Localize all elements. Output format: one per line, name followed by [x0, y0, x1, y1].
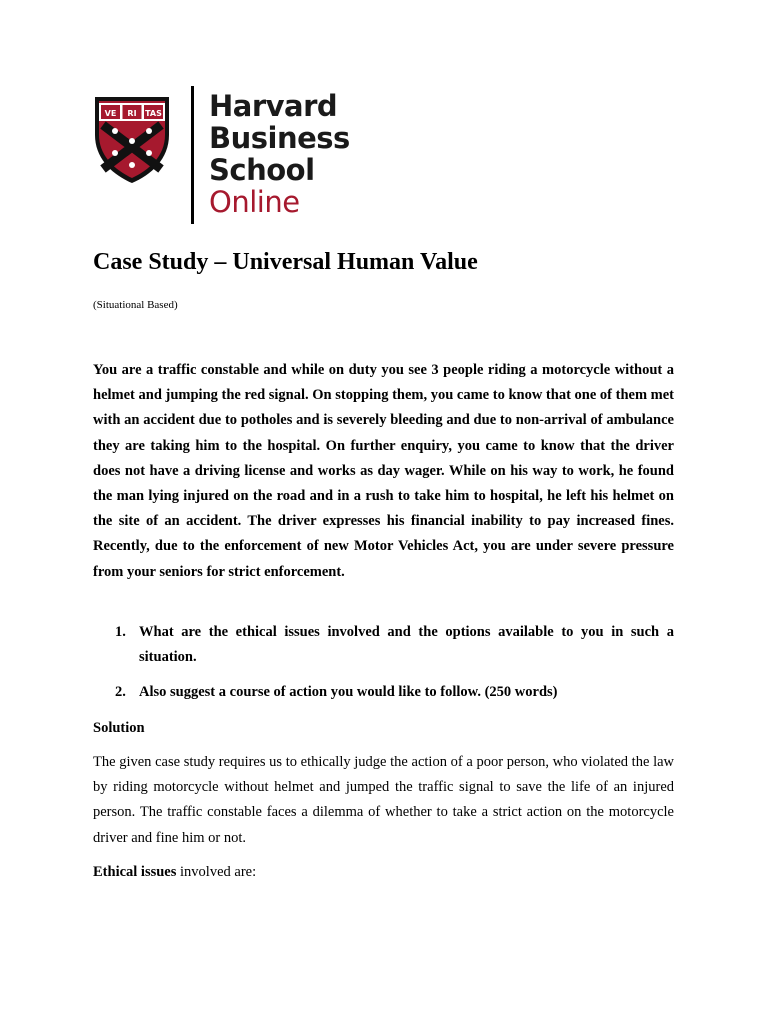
- ethical-issues-label: Ethical issues: [93, 864, 177, 880]
- solution-paragraph: The given case study requires us to ethically judge the action of a poor person, who violated the law by riding motorcycle without helmet and jumped the traffic signal to save the life of an injured person. The traffic constable faces a dilemma of whether to take a strict action on the motorcycle driver and fine him or not.: [93, 754, 674, 846]
- question-item: [93, 620, 674, 670]
- logo-line-school: School: [209, 153, 315, 187]
- question-text: What are the ethical issues involved and the options available to you in such a situation.: [139, 624, 674, 666]
- ethical-issues-line: [93, 860, 256, 885]
- solution-heading: Solution: [93, 720, 145, 736]
- logo-line-business: Business: [209, 121, 350, 155]
- shield-motto-ve: VE: [104, 109, 117, 118]
- question-text: Also suggest a course of action you would like to follow. (250 words): [139, 684, 558, 701]
- question-list: [93, 620, 674, 706]
- shield-motto-ri: RI: [127, 109, 137, 118]
- logo-line-online: Online: [209, 185, 300, 219]
- logo-divider: [191, 86, 194, 224]
- ethical-issues-rest: involved are:: [176, 864, 257, 880]
- question-item: [93, 680, 674, 705]
- question-number: 1.: [115, 624, 126, 640]
- logo-wordmark: [209, 90, 350, 218]
- question-number: 2.: [115, 684, 126, 701]
- document-title: Case Study – Universal Human Value: [93, 249, 478, 275]
- document-subtitle: (Situational Based): [93, 299, 178, 311]
- shield-motto-tas: TAS: [145, 109, 162, 118]
- harvard-shield-icon: [93, 95, 171, 185]
- case-paragraph: You are a traffic constable and while on duty you see 3 people riding a motorcycle without a helmet and jumping the red signal. On stopping them, you came to know that one of them met with an accident due to potholes and is severely bleeding and due to non-arrival of ambulance they are taking him to the hospital. On further enquiry, you came to know that the driver does not have a driving license and works as day wager. While on his way to work, he found the man lying injured on the road and in a rush to take him to hospital, he left his helmet on the site of an accident. The driver expresses his financial inability to pay increased fines. Recently, due to the enforcement of new Motor Vehicles Act, you are under severe pressure from your seniors for strict enforcement.: [93, 362, 674, 580]
- logo-line-harvard: Harvard: [209, 89, 338, 123]
